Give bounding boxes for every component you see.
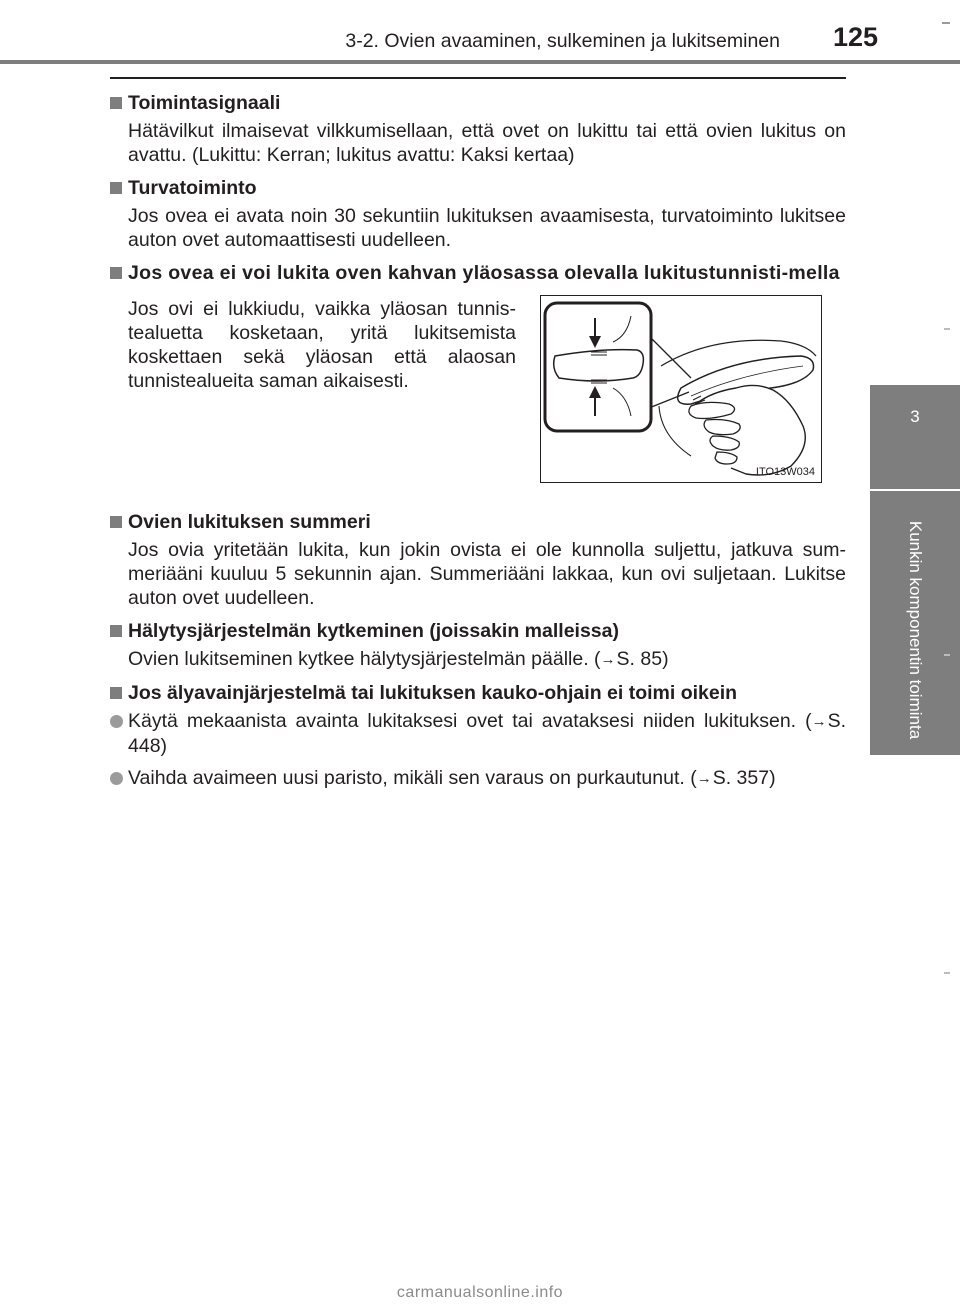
square-bullet-icon — [110, 97, 122, 109]
section-heading: Jos älyavainjärjestelmä tai lukituksen kauko-ohjain ei toimi oikein — [110, 680, 846, 706]
square-bullet-icon — [110, 516, 122, 528]
page-reference-link[interactable]: S. 448) — [128, 710, 846, 757]
page-reference-link[interactable]: S. 357) — [712, 767, 776, 789]
page-number: 125 — [832, 22, 878, 52]
square-bullet-icon — [110, 687, 122, 699]
section-heading: Jos ovea ei voi lukita oven kahvan yläosassa olevalla lukitustunnisti-mella — [110, 260, 846, 286]
list-item: Käytä mekaanista avainta lukitaksesi ovet tai avataksesi niiden lukituksen. (→S. 448) — [110, 709, 846, 758]
door-handle-illustration — [541, 296, 820, 481]
section-heading: Toimintasignaali — [110, 90, 846, 116]
section-body: Jos ovea ei avata noin 30 sekuntiin lukituksen avaamisesta, turvatoiminto lukitsee auton ovet automaattisesti uudelleen. — [128, 205, 846, 251]
edge-mark — [944, 972, 950, 974]
door-handle-figure — [540, 295, 822, 483]
content-top-rule — [110, 77, 846, 79]
square-bullet-icon — [110, 182, 122, 194]
tab-divider — [870, 489, 960, 491]
page-header — [0, 0, 960, 60]
edge-mark — [944, 654, 950, 656]
circle-bullet-icon — [110, 772, 123, 785]
figure-row — [110, 289, 846, 503]
arrow-right-icon: → — [600, 651, 616, 668]
square-bullet-icon — [110, 267, 122, 279]
page-reference-link[interactable]: S. 85) — [616, 648, 669, 670]
section-title: 3-2. Ovien avaaminen, sulkeminen ja lukitseminen — [345, 30, 780, 52]
circle-bullet-icon — [110, 715, 123, 728]
section-heading: Hälytysjärjestelmän kytkeminen (joissakin malleissa) — [110, 618, 846, 644]
arrow-right-icon: → — [696, 770, 712, 787]
arrow-right-icon: → — [811, 713, 827, 730]
square-bullet-icon — [110, 625, 122, 637]
section-body: Hätävilkut ilmaisevat vilkkumisellaan, että ovet on lukittu tai että ovien lukitus on avattu. (Lukittu: Kerran; lukitus avattu: Kaksi kertaa) — [128, 120, 846, 166]
chapter-title: Kunkin komponentin toiminta — [906, 520, 925, 740]
chapter-number: 3 — [910, 407, 920, 426]
list-item: Vaihda avaimeen uusi paristo, mikäli sen varaus on purkautunut. (→S. 357) — [110, 766, 846, 791]
section-body: Jos ovia yritetään lukita, kun jokin ovista ei ole kunnolla suljettu, jatkuva sum-meriääni kuuluu 5 sekunnin ajan. Summeriääni lakkaa, kun ovi suljetaan. Lukitse auton ovet uudelleen. — [128, 539, 846, 609]
figure-code: ITO13W034 — [755, 466, 815, 478]
edge-mark — [942, 22, 950, 24]
section-body: Ovien lukitseminen kytkee hälytysjärjestelmän päälle. (→S. 85) — [128, 648, 669, 670]
section-heading: Turvatoiminto — [110, 175, 846, 201]
page-content — [110, 90, 846, 799]
header-rule — [0, 60, 960, 64]
edge-mark — [944, 328, 950, 330]
section-heading: Ovien lukituksen summeri — [110, 509, 846, 535]
section-body: Jos ovi ei lukkiudu, vaikka yläosan tunnis-tealuetta kosketaan, yritä lukitsemista koskettaen sekä yläosan että alaosan tunnistealueita saman aikaisesti. — [128, 298, 516, 392]
watermark: carmanualsonline.info — [396, 1284, 564, 1301]
chapter-side-tab — [870, 385, 960, 755]
